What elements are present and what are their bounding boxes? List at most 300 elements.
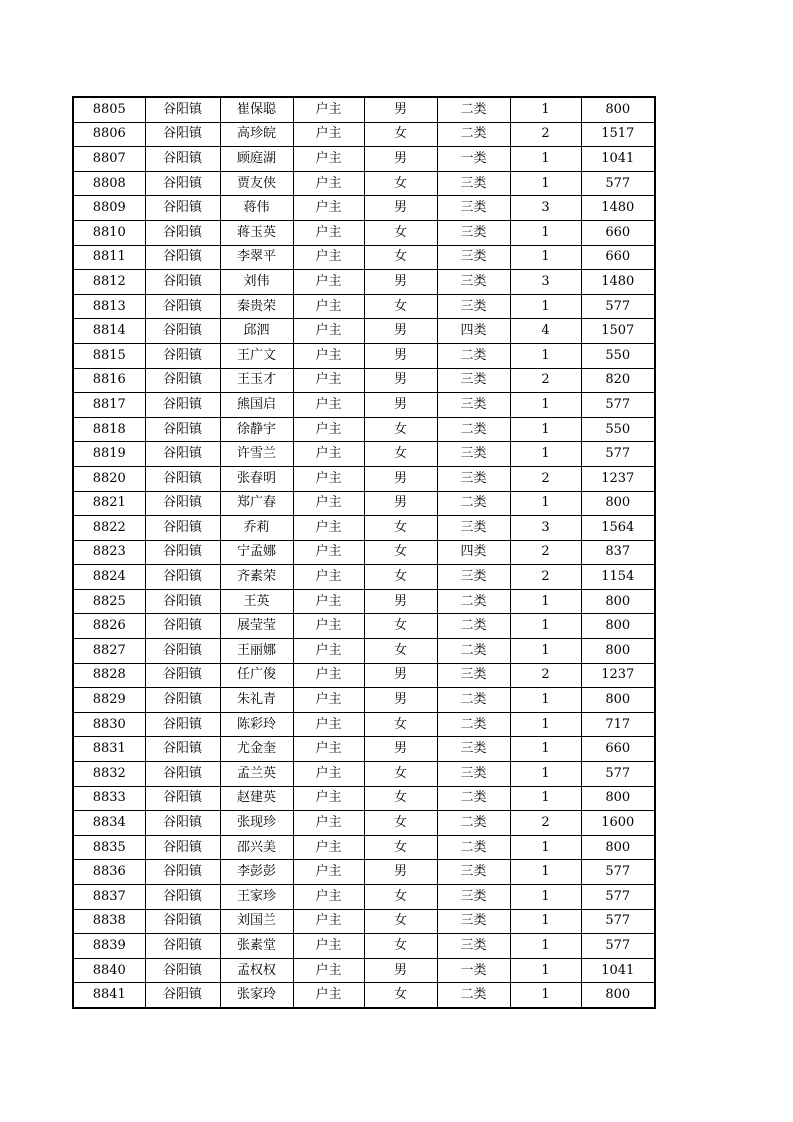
id-cell: 8810: [73, 220, 145, 245]
relation-cell: 户主: [293, 762, 364, 787]
table-row: [73, 540, 655, 565]
id-cell: 8809: [73, 196, 145, 221]
id-cell: 8827: [73, 639, 145, 664]
category-cell: 三类: [437, 860, 510, 885]
amount-cell: 837: [581, 540, 655, 565]
table-row: [73, 565, 655, 590]
table-row: [73, 860, 655, 885]
name-cell: 张春明: [220, 466, 293, 491]
table-row: [73, 688, 655, 713]
name-cell: 李翠平: [220, 245, 293, 270]
category-cell: 二类: [437, 614, 510, 639]
name-cell: 蒋伟: [220, 196, 293, 221]
gender-cell: 男: [364, 663, 437, 688]
gender-cell: 女: [364, 614, 437, 639]
category-cell: 三类: [437, 294, 510, 319]
count-cell: 3: [510, 196, 581, 221]
category-cell: 二类: [437, 983, 510, 1008]
name-cell: 陈彩玲: [220, 712, 293, 737]
amount-cell: 800: [581, 491, 655, 516]
relation-cell: 户主: [293, 958, 364, 983]
name-cell: 齐素荣: [220, 565, 293, 590]
count-cell: 2: [510, 368, 581, 393]
count-cell: 2: [510, 811, 581, 836]
count-cell: 1: [510, 860, 581, 885]
amount-cell: 800: [581, 835, 655, 860]
relation-cell: 户主: [293, 393, 364, 418]
town-cell: 谷阳镇: [145, 466, 220, 491]
table-row: [73, 589, 655, 614]
count-cell: 1: [510, 737, 581, 762]
town-cell: 谷阳镇: [145, 516, 220, 541]
category-cell: 三类: [437, 368, 510, 393]
category-cell: 二类: [437, 589, 510, 614]
category-cell: 三类: [437, 270, 510, 295]
table-row: [73, 343, 655, 368]
gender-cell: 女: [364, 442, 437, 467]
town-cell: 谷阳镇: [145, 934, 220, 959]
gender-cell: 女: [364, 983, 437, 1008]
name-cell: 王广文: [220, 343, 293, 368]
gender-cell: 男: [364, 589, 437, 614]
count-cell: 1: [510, 688, 581, 713]
table-row: [73, 196, 655, 221]
category-cell: 三类: [437, 442, 510, 467]
relation-cell: 户主: [293, 220, 364, 245]
data-table-container: [72, 96, 654, 1009]
amount-cell: 1480: [581, 270, 655, 295]
town-cell: 谷阳镇: [145, 688, 220, 713]
name-cell: 展莹莹: [220, 614, 293, 639]
name-cell: 邱泗: [220, 319, 293, 344]
count-cell: 1: [510, 294, 581, 319]
gender-cell: 男: [364, 343, 437, 368]
table-row: [73, 442, 655, 467]
id-cell: 8813: [73, 294, 145, 319]
table-row: [73, 516, 655, 541]
table-row: [73, 122, 655, 147]
name-cell: 顾庭湖: [220, 147, 293, 172]
amount-cell: 1154: [581, 565, 655, 590]
amount-cell: 1517: [581, 122, 655, 147]
count-cell: 1: [510, 245, 581, 270]
town-cell: 谷阳镇: [145, 196, 220, 221]
category-cell: 三类: [437, 934, 510, 959]
id-cell: 8814: [73, 319, 145, 344]
category-cell: 三类: [437, 245, 510, 270]
table-row: [73, 171, 655, 196]
relation-cell: 户主: [293, 294, 364, 319]
gender-cell: 男: [364, 319, 437, 344]
count-cell: 1: [510, 442, 581, 467]
gender-cell: 男: [364, 97, 437, 122]
count-cell: 1: [510, 97, 581, 122]
count-cell: 1: [510, 885, 581, 910]
amount-cell: 577: [581, 934, 655, 959]
town-cell: 谷阳镇: [145, 171, 220, 196]
category-cell: 三类: [437, 220, 510, 245]
count-cell: 1: [510, 147, 581, 172]
table-row: [73, 319, 655, 344]
id-cell: 8833: [73, 786, 145, 811]
id-cell: 8840: [73, 958, 145, 983]
count-cell: 1: [510, 712, 581, 737]
name-cell: 朱礼青: [220, 688, 293, 713]
gender-cell: 女: [364, 786, 437, 811]
name-cell: 王英: [220, 589, 293, 614]
town-cell: 谷阳镇: [145, 786, 220, 811]
town-cell: 谷阳镇: [145, 983, 220, 1008]
category-cell: 四类: [437, 540, 510, 565]
gender-cell: 女: [364, 171, 437, 196]
count-cell: 1: [510, 589, 581, 614]
category-cell: 三类: [437, 466, 510, 491]
town-cell: 谷阳镇: [145, 737, 220, 762]
category-cell: 三类: [437, 171, 510, 196]
id-cell: 8839: [73, 934, 145, 959]
amount-cell: 1041: [581, 147, 655, 172]
table-row: [73, 417, 655, 442]
table-row: [73, 811, 655, 836]
relation-cell: 户主: [293, 466, 364, 491]
relation-cell: 户主: [293, 270, 364, 295]
count-cell: 2: [510, 466, 581, 491]
count-cell: 1: [510, 909, 581, 934]
table-row: [73, 737, 655, 762]
town-cell: 谷阳镇: [145, 909, 220, 934]
amount-cell: 1237: [581, 663, 655, 688]
id-cell: 8812: [73, 270, 145, 295]
count-cell: 1: [510, 614, 581, 639]
amount-cell: 550: [581, 417, 655, 442]
category-cell: 三类: [437, 762, 510, 787]
category-cell: 三类: [437, 565, 510, 590]
relation-cell: 户主: [293, 343, 364, 368]
amount-cell: 800: [581, 688, 655, 713]
table-row: [73, 786, 655, 811]
id-cell: 8824: [73, 565, 145, 590]
category-cell: 三类: [437, 516, 510, 541]
id-cell: 8838: [73, 909, 145, 934]
count-cell: 2: [510, 122, 581, 147]
count-cell: 2: [510, 565, 581, 590]
amount-cell: 800: [581, 589, 655, 614]
amount-cell: 800: [581, 97, 655, 122]
relation-cell: 户主: [293, 934, 364, 959]
id-cell: 8821: [73, 491, 145, 516]
category-cell: 二类: [437, 712, 510, 737]
name-cell: 乔莉: [220, 516, 293, 541]
amount-cell: 800: [581, 786, 655, 811]
name-cell: 邵兴美: [220, 835, 293, 860]
name-cell: 王玉才: [220, 368, 293, 393]
relation-cell: 户主: [293, 811, 364, 836]
relation-cell: 户主: [293, 835, 364, 860]
amount-cell: 577: [581, 442, 655, 467]
name-cell: 张现珍: [220, 811, 293, 836]
category-cell: 四类: [437, 319, 510, 344]
count-cell: 1: [510, 220, 581, 245]
gender-cell: 男: [364, 393, 437, 418]
name-cell: 孟兰英: [220, 762, 293, 787]
town-cell: 谷阳镇: [145, 762, 220, 787]
amount-cell: 577: [581, 393, 655, 418]
id-cell: 8806: [73, 122, 145, 147]
town-cell: 谷阳镇: [145, 491, 220, 516]
town-cell: 谷阳镇: [145, 270, 220, 295]
id-cell: 8837: [73, 885, 145, 910]
id-cell: 8834: [73, 811, 145, 836]
relation-cell: 户主: [293, 147, 364, 172]
amount-cell: 660: [581, 737, 655, 762]
gender-cell: 男: [364, 368, 437, 393]
amount-cell: 577: [581, 860, 655, 885]
table-row: [73, 958, 655, 983]
id-cell: 8826: [73, 614, 145, 639]
town-cell: 谷阳镇: [145, 589, 220, 614]
count-cell: 1: [510, 762, 581, 787]
town-cell: 谷阳镇: [145, 885, 220, 910]
gender-cell: 女: [364, 565, 437, 590]
id-cell: 8807: [73, 147, 145, 172]
relation-cell: 户主: [293, 245, 364, 270]
id-cell: 8829: [73, 688, 145, 713]
id-cell: 8825: [73, 589, 145, 614]
table-row: [73, 934, 655, 959]
table-row: [73, 393, 655, 418]
gender-cell: 女: [364, 122, 437, 147]
name-cell: 赵建英: [220, 786, 293, 811]
relation-cell: 户主: [293, 368, 364, 393]
relation-cell: 户主: [293, 171, 364, 196]
amount-cell: 800: [581, 983, 655, 1008]
relation-cell: 户主: [293, 983, 364, 1008]
category-cell: 一类: [437, 958, 510, 983]
name-cell: 高珍皖: [220, 122, 293, 147]
name-cell: 尤金奎: [220, 737, 293, 762]
amount-cell: 660: [581, 245, 655, 270]
relation-cell: 户主: [293, 614, 364, 639]
count-cell: 1: [510, 491, 581, 516]
amount-cell: 577: [581, 171, 655, 196]
relation-cell: 户主: [293, 737, 364, 762]
gender-cell: 男: [364, 737, 437, 762]
amount-cell: 550: [581, 343, 655, 368]
town-cell: 谷阳镇: [145, 97, 220, 122]
category-cell: 三类: [437, 885, 510, 910]
count-cell: 1: [510, 343, 581, 368]
name-cell: 刘国兰: [220, 909, 293, 934]
relation-cell: 户主: [293, 909, 364, 934]
name-cell: 李彭彭: [220, 860, 293, 885]
id-cell: 8832: [73, 762, 145, 787]
name-cell: 宁孟娜: [220, 540, 293, 565]
amount-cell: 1507: [581, 319, 655, 344]
category-cell: 二类: [437, 97, 510, 122]
category-cell: 一类: [437, 147, 510, 172]
relation-cell: 户主: [293, 885, 364, 910]
relation-cell: 户主: [293, 786, 364, 811]
town-cell: 谷阳镇: [145, 294, 220, 319]
category-cell: 二类: [437, 343, 510, 368]
relation-cell: 户主: [293, 417, 364, 442]
id-cell: 8828: [73, 663, 145, 688]
table-row: [73, 220, 655, 245]
town-cell: 谷阳镇: [145, 393, 220, 418]
table-row: [73, 270, 655, 295]
town-cell: 谷阳镇: [145, 442, 220, 467]
gender-cell: 男: [364, 270, 437, 295]
town-cell: 谷阳镇: [145, 835, 220, 860]
gender-cell: 女: [364, 220, 437, 245]
name-cell: 任广俊: [220, 663, 293, 688]
count-cell: 1: [510, 958, 581, 983]
relation-cell: 户主: [293, 196, 364, 221]
relation-cell: 户主: [293, 442, 364, 467]
relation-cell: 户主: [293, 589, 364, 614]
category-cell: 二类: [437, 491, 510, 516]
relation-cell: 户主: [293, 122, 364, 147]
town-cell: 谷阳镇: [145, 663, 220, 688]
town-cell: 谷阳镇: [145, 319, 220, 344]
id-cell: 8831: [73, 737, 145, 762]
town-cell: 谷阳镇: [145, 712, 220, 737]
town-cell: 谷阳镇: [145, 860, 220, 885]
table-row: [73, 97, 655, 122]
name-cell: 张家玲: [220, 983, 293, 1008]
gender-cell: 女: [364, 909, 437, 934]
table-row: [73, 835, 655, 860]
amount-cell: 1237: [581, 466, 655, 491]
relation-cell: 户主: [293, 516, 364, 541]
gender-cell: 男: [364, 147, 437, 172]
gender-cell: 男: [364, 688, 437, 713]
amount-cell: 1600: [581, 811, 655, 836]
data-table: [72, 96, 656, 1009]
gender-cell: 女: [364, 245, 437, 270]
town-cell: 谷阳镇: [145, 417, 220, 442]
amount-cell: 820: [581, 368, 655, 393]
town-cell: 谷阳镇: [145, 639, 220, 664]
gender-cell: 女: [364, 835, 437, 860]
gender-cell: 男: [364, 491, 437, 516]
gender-cell: 男: [364, 196, 437, 221]
amount-cell: 577: [581, 909, 655, 934]
id-cell: 8815: [73, 343, 145, 368]
amount-cell: 800: [581, 639, 655, 664]
gender-cell: 男: [364, 860, 437, 885]
town-cell: 谷阳镇: [145, 220, 220, 245]
relation-cell: 户主: [293, 712, 364, 737]
name-cell: 熊国启: [220, 393, 293, 418]
town-cell: 谷阳镇: [145, 122, 220, 147]
name-cell: 秦贵荣: [220, 294, 293, 319]
table-row: [73, 466, 655, 491]
relation-cell: 户主: [293, 639, 364, 664]
id-cell: 8820: [73, 466, 145, 491]
category-cell: 三类: [437, 196, 510, 221]
town-cell: 谷阳镇: [145, 958, 220, 983]
table-row: [73, 885, 655, 910]
gender-cell: 女: [364, 540, 437, 565]
name-cell: 郑广春: [220, 491, 293, 516]
gender-cell: 男: [364, 958, 437, 983]
amount-cell: 1564: [581, 516, 655, 541]
amount-cell: 1041: [581, 958, 655, 983]
amount-cell: 800: [581, 614, 655, 639]
name-cell: 蒋玉英: [220, 220, 293, 245]
count-cell: 1: [510, 786, 581, 811]
gender-cell: 女: [364, 811, 437, 836]
id-cell: 8841: [73, 983, 145, 1008]
gender-cell: 女: [364, 294, 437, 319]
relation-cell: 户主: [293, 97, 364, 122]
category-cell: 二类: [437, 688, 510, 713]
relation-cell: 户主: [293, 860, 364, 885]
gender-cell: 女: [364, 712, 437, 737]
amount-cell: 577: [581, 885, 655, 910]
table-body: [73, 97, 655, 1008]
amount-cell: 660: [581, 220, 655, 245]
relation-cell: 户主: [293, 319, 364, 344]
count-cell: 3: [510, 516, 581, 541]
id-cell: 8836: [73, 860, 145, 885]
amount-cell: 577: [581, 762, 655, 787]
relation-cell: 户主: [293, 565, 364, 590]
category-cell: 二类: [437, 786, 510, 811]
count-cell: 2: [510, 663, 581, 688]
name-cell: 张素堂: [220, 934, 293, 959]
town-cell: 谷阳镇: [145, 614, 220, 639]
id-cell: 8805: [73, 97, 145, 122]
name-cell: 许雪兰: [220, 442, 293, 467]
table-row: [73, 245, 655, 270]
name-cell: 贾友侠: [220, 171, 293, 196]
category-cell: 三类: [437, 393, 510, 418]
gender-cell: 女: [364, 516, 437, 541]
town-cell: 谷阳镇: [145, 368, 220, 393]
table-row: [73, 294, 655, 319]
id-cell: 8823: [73, 540, 145, 565]
amount-cell: 1480: [581, 196, 655, 221]
town-cell: 谷阳镇: [145, 147, 220, 172]
name-cell: 王家珍: [220, 885, 293, 910]
count-cell: 1: [510, 417, 581, 442]
category-cell: 三类: [437, 663, 510, 688]
table-row: [73, 712, 655, 737]
relation-cell: 户主: [293, 688, 364, 713]
count-cell: 1: [510, 983, 581, 1008]
town-cell: 谷阳镇: [145, 540, 220, 565]
gender-cell: 女: [364, 885, 437, 910]
gender-cell: 女: [364, 417, 437, 442]
category-cell: 二类: [437, 417, 510, 442]
name-cell: 徐静宇: [220, 417, 293, 442]
count-cell: 2: [510, 540, 581, 565]
count-cell: 1: [510, 835, 581, 860]
table-row: [73, 983, 655, 1008]
count-cell: 1: [510, 171, 581, 196]
count-cell: 3: [510, 270, 581, 295]
id-cell: 8808: [73, 171, 145, 196]
amount-cell: 577: [581, 294, 655, 319]
amount-cell: 717: [581, 712, 655, 737]
category-cell: 二类: [437, 122, 510, 147]
table-row: [73, 614, 655, 639]
category-cell: 三类: [437, 909, 510, 934]
gender-cell: 女: [364, 934, 437, 959]
relation-cell: 户主: [293, 491, 364, 516]
